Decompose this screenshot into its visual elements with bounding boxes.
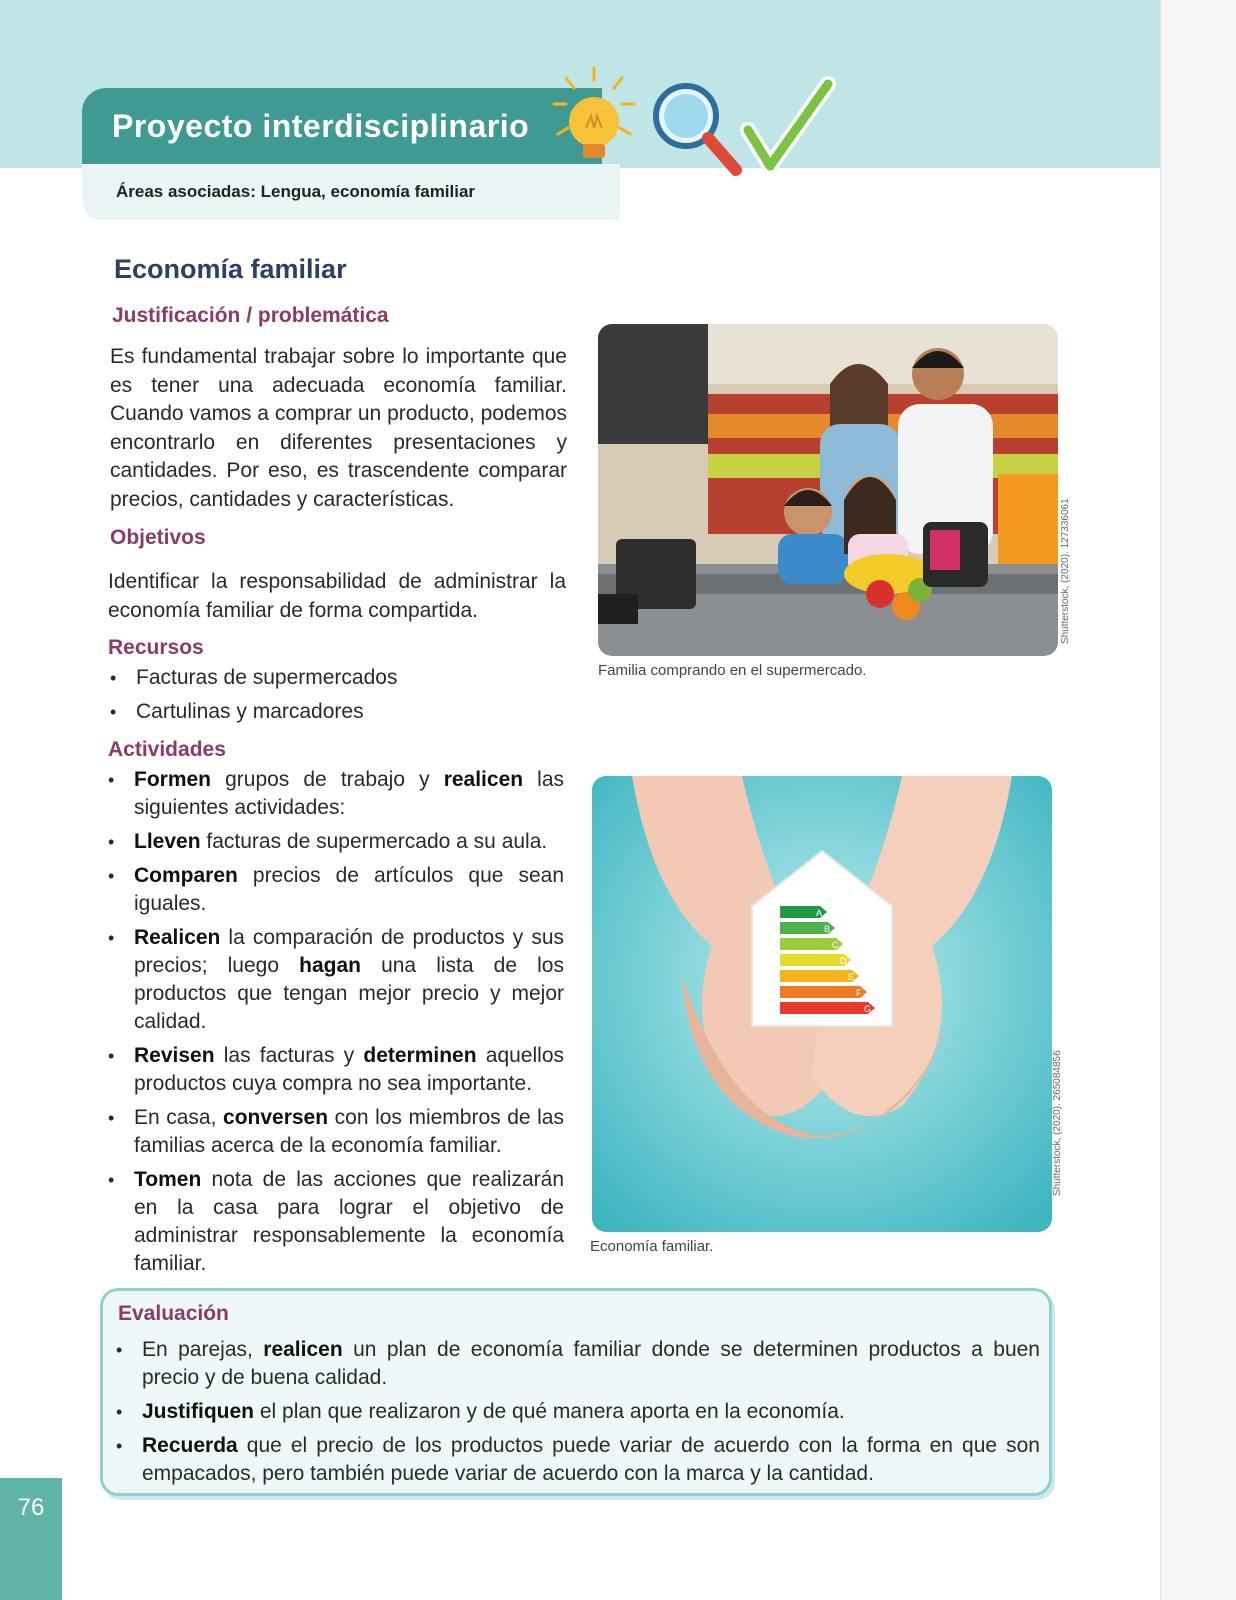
objetivos-heading: Objetivos <box>110 526 206 549</box>
page-edge <box>1160 0 1236 1600</box>
photo-caption-1: Familia comprando en el supermercado. <box>598 662 867 679</box>
photo-caption-2: Economía familiar. <box>590 1238 714 1255</box>
photo-family-supermarket <box>598 324 1058 656</box>
main-title: Economía familiar <box>114 254 347 284</box>
list-item: • Formen grupos de trabajo y realicen las siguientes actividades: <box>108 766 564 822</box>
actividades-list <box>108 766 564 1278</box>
areas-value: Lengua, economía familiar <box>260 182 476 201</box>
energy-bar-label: D <box>840 956 847 966</box>
energy-bar-g <box>780 1002 875 1014</box>
recursos-heading: Recursos <box>108 636 204 659</box>
list-item: • Justifiquen el plan que realizaron y de qué manera aporta en la economía. <box>116 1398 1040 1426</box>
list-item: • Cartulinas y marcadores <box>110 698 550 726</box>
photo-credit-2: Shutterstock, (2020). 265084856 <box>1052 1050 1063 1196</box>
energy-bar-f <box>780 986 867 998</box>
list-item: • Tomen nota de las acciones que realizarán en la casa para lograr el objetivo de administrar responsablemente la economía familiar. <box>108 1166 564 1278</box>
photo-credit-1: Shutterstock, (2020). 127336061 <box>1060 498 1071 644</box>
energy-bar-label: E <box>848 972 855 982</box>
recursos-list <box>110 664 550 726</box>
energy-bar-label: G <box>864 1004 872 1014</box>
checkmark-icon <box>748 84 828 166</box>
energy-bar-label: F <box>856 988 862 998</box>
lightbulb-icon <box>554 68 634 158</box>
energy-bar-label: A <box>816 908 823 918</box>
actividades-heading: Actividades <box>108 738 226 761</box>
evaluacion-heading: Evaluación <box>118 1302 229 1325</box>
areas-label: Áreas asociadas: <box>116 182 256 201</box>
list-item: • Comparen precios de artículos que sean iguales. <box>108 862 564 918</box>
list-item: • Lleven facturas de supermercado a su aula. <box>108 828 564 856</box>
energy-bar-label: B <box>824 924 831 934</box>
evaluacion-list <box>116 1336 1040 1488</box>
energy-bar-label: C <box>832 940 839 950</box>
objetivos-text: Identificar la responsabilidad de administrar la economía familiar de forma compartida. <box>108 570 566 622</box>
list-item: • Revisen las facturas y determinen aquellos productos cuya compra no sea importante. <box>108 1042 564 1098</box>
list-item: • Facturas de supermercados <box>110 664 550 692</box>
magnifier-icon <box>656 86 736 170</box>
list-item: • Realicen la comparación de productos y sus precios; luego hagan una lista de los productos que tengan mejor precio y mejor calidad. <box>108 924 564 1036</box>
page-number: 76 <box>0 1478 62 1600</box>
photo-economia-familiar <box>592 776 1052 1232</box>
page-title: Proyecto interdisciplinario <box>82 88 602 164</box>
list-item: • Recuerda que el precio de los productos puede variar de acuerdo con la forma en que son empacados, pero también puede variar de acuerdo con la marca y la cantidad. <box>116 1432 1040 1488</box>
header-decoration <box>536 58 836 188</box>
justificacion-text: Es fundamental trabajar sobre lo importante que es tener una adecuada economía familiar. Cuando vamos a comprar un producto, podemos encontrarlo en diferentes presentaciones y cantidades. Por eso, es trascendente comparar precios, cantidades y características. <box>110 345 567 511</box>
list-item: • En casa, conversen con los miembros de las familias acerca de la economía familiar. <box>108 1104 564 1160</box>
list-item: • En parejas, realicen un plan de economía familiar donde se determinen productos a buen precio y de buena calidad. <box>116 1336 1040 1392</box>
justificacion-heading: Justificación / problemática <box>112 304 389 327</box>
